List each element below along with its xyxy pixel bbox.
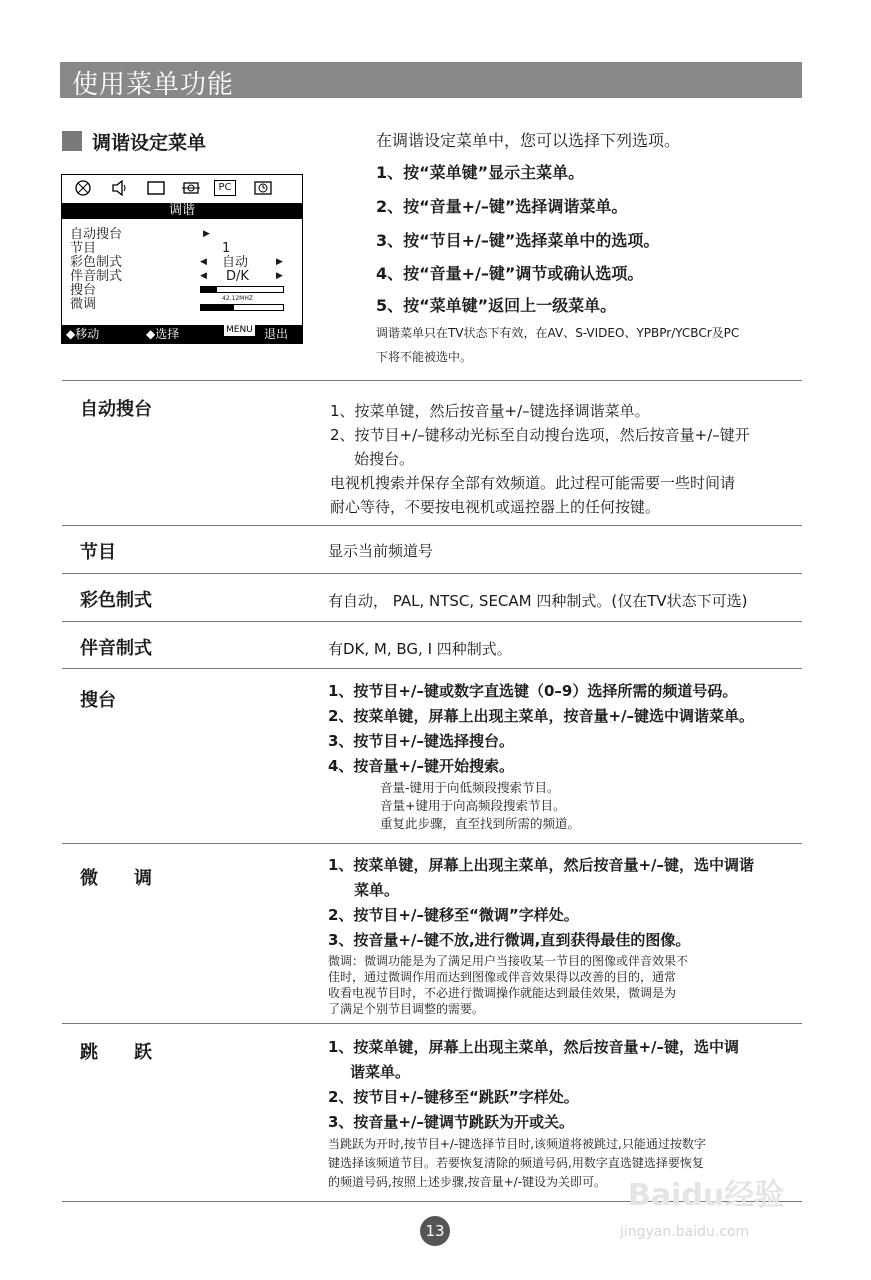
label-auto-search: 自动搜台 — [80, 399, 152, 420]
footer-exit: 退出 — [264, 327, 289, 341]
label-skip: 跳 跃 — [80, 1042, 152, 1063]
fine-tune-note: 了满足个别节目调整的需要。 — [328, 1002, 485, 1016]
menu-row-auto-search: 自动搜台 — [70, 227, 123, 242]
fine-tune-line: 3、按音量+/–键不放,进行微调,直到获得最佳的图像。 — [328, 931, 691, 949]
auto-search-desc: 电视机搜索并保存全部有效频道。此过程可能需要一些时间请 — [330, 474, 736, 492]
skip-line: 2、按节目+/–键移至“跳跃”字样处。 — [328, 1088, 579, 1106]
auto-search-line: 始搜台。 — [354, 450, 415, 468]
divider — [62, 380, 802, 381]
search-progress-fill — [201, 287, 217, 292]
sound-system-text: 有DK, M, BG, I 四种制式。 — [328, 640, 512, 658]
skip-note: 键选择该频道节目。若要恢复清除的频道号码,用数字直选键选择要恢复 — [328, 1156, 704, 1170]
menu-row-search: 搜台 — [70, 283, 97, 298]
arrow-right-icon: ▶ — [276, 271, 283, 281]
arrow-right-icon: ▶ — [276, 257, 283, 267]
search-progress-bar — [200, 286, 284, 293]
page-title-bar — [60, 62, 802, 98]
search-line: 3、按节目+/–键选择搜台。 — [328, 732, 514, 750]
program-value: 1 — [222, 241, 231, 256]
footer-select: ◆选择 — [146, 327, 180, 341]
menu-row-sound-system: 伴音制式 — [70, 269, 123, 284]
screen-icon — [145, 180, 167, 196]
intro-step: 4、按“音量+/–键”调节或确认选项。 — [376, 264, 644, 283]
section-square-icon — [62, 131, 82, 151]
intro-lead: 在调谐设定菜单中，您可以选择下列选项。 — [376, 131, 681, 150]
auto-search-desc: 耐心等待，不要按电视机或遥控器上的任何按键。 — [330, 498, 661, 516]
divider — [62, 668, 802, 669]
divider — [62, 843, 802, 844]
gear-icon — [180, 180, 202, 196]
skip-note: 的频道号码,按照上述步骤,按音量+/-键设为关即可。 — [328, 1175, 607, 1189]
footer-menu-key: MENU — [226, 325, 253, 335]
menu-icon-row — [62, 175, 302, 203]
fine-tune-line: 1、按菜单键，屏幕上出现主菜单，然后按音量+/–键，选中调谐 — [328, 856, 754, 874]
fine-tune-note: 收看电视节目时，不必进行微调操作就能达到最佳效果，微调是为 — [328, 986, 677, 1000]
intro-step: 3、按“节目+/–键”选择菜单中的选项。 — [376, 231, 660, 250]
auto-search-line: 2、按节目+/–键移动光标至自动搜台选项，然后按音量+/–键开 — [330, 426, 750, 444]
fine-tune-bar — [200, 304, 284, 311]
intro-step: 5、按“菜单键”返回上一级菜单。 — [376, 296, 617, 315]
menu-header: 调谐 — [62, 203, 302, 219]
skip-line: 3、按音量+/–键调节跳跃为开或关。 — [328, 1113, 574, 1131]
search-line: 1、按节目+/–键或数字直选键（0–9）选择所需的频道号码。 — [328, 682, 738, 700]
menu-footer — [62, 325, 302, 343]
tv-menu-illustration — [61, 174, 303, 344]
arrow-left-icon: ◀ — [200, 257, 207, 267]
arrow-left-icon: ◀ — [200, 271, 207, 281]
page-number: 13 — [420, 1216, 450, 1246]
section-title: 调谐设定菜单 — [92, 132, 207, 154]
label-program: 节目 — [80, 542, 116, 563]
menu-row-fine-tune: 微调 — [70, 297, 97, 312]
divider — [62, 621, 802, 622]
search-sub: 音量+键用于向高频段搜索节目。 — [380, 798, 566, 813]
speaker-icon — [108, 180, 130, 196]
skip-note: 当跳跃为开时,按节目+/-键选择节目时,该频道将被跳过,只能通过按数字 — [328, 1137, 706, 1151]
intro-step: 2、按“音量+/–键”选择调谐菜单。 — [376, 197, 628, 216]
frequency-value: 42.12MHZ — [222, 295, 253, 302]
search-sub: 音量-键用于向低频段搜索节目。 — [380, 780, 560, 795]
sun-icon — [72, 180, 94, 196]
color-system-value: 自动 — [222, 255, 249, 270]
watermark-url: jingyan.baidu.com — [620, 1224, 750, 1240]
program-text: 显示当前频道号 — [328, 542, 434, 560]
label-color-system: 彩色制式 — [80, 590, 152, 611]
menu-row-program: 节目 — [70, 241, 97, 256]
fine-tune-line: 2、按节目+/–键移至“微调”字样处。 — [328, 906, 579, 924]
auto-search-line: 1、按菜单键，然后按音量+/–键选择调谐菜单。 — [330, 402, 650, 420]
menu-row-color-system: 彩色制式 — [70, 255, 123, 270]
search-line: 2、按菜单键，屏幕上出现主菜单，按音量+/–键选中调谐菜单。 — [328, 707, 754, 725]
skip-line: 谐菜单。 — [350, 1063, 411, 1081]
sound-system-value: D/K — [226, 269, 249, 284]
fine-tune-line: 菜单。 — [354, 881, 400, 899]
page-title: 使用菜单功能 — [72, 70, 235, 100]
intro-note: 调谐菜单只在TV状态下有效，在AV、S-VIDEO、YPBPr/YCBCr及PC — [376, 326, 740, 340]
intro-note: 下将不能被选中。 — [376, 350, 473, 364]
arrow-right-icon: ▶ — [203, 229, 210, 239]
fine-tune-fill — [201, 305, 234, 310]
divider — [62, 1023, 802, 1024]
divider — [62, 525, 802, 526]
fine-tune-note: 微调：微调功能是为了满足用户当接收某一节目的图像或伴音效果不 — [328, 954, 689, 968]
label-fine-tune: 微 调 — [80, 868, 152, 889]
label-search: 搜台 — [80, 690, 116, 711]
footer-move: ◆移动 — [66, 327, 100, 341]
watermark-brand: Baidu经验 — [628, 1178, 785, 1213]
divider — [62, 573, 802, 574]
color-system-text: 有自动， PAL, NTSC, SECAM 四种制式。(仅在TV状态下可选) — [328, 592, 748, 610]
intro-step: 1、按“菜单键”显示主菜单。 — [376, 163, 585, 182]
fine-tune-note: 佳时，通过微调作用而达到图像或伴音效果得以改善的目的，通常 — [328, 970, 677, 984]
pc-icon: PC — [214, 180, 236, 196]
clock-icon — [252, 180, 274, 196]
search-sub: 重复此步骤，直至找到所需的频道。 — [380, 816, 581, 831]
label-sound-system: 伴音制式 — [80, 638, 152, 659]
skip-line: 1、按菜单键，屏幕上出现主菜单，然后按音量+/–键，选中调 — [328, 1038, 739, 1056]
search-line: 4、按音量+/–键开始搜索。 — [328, 757, 514, 775]
